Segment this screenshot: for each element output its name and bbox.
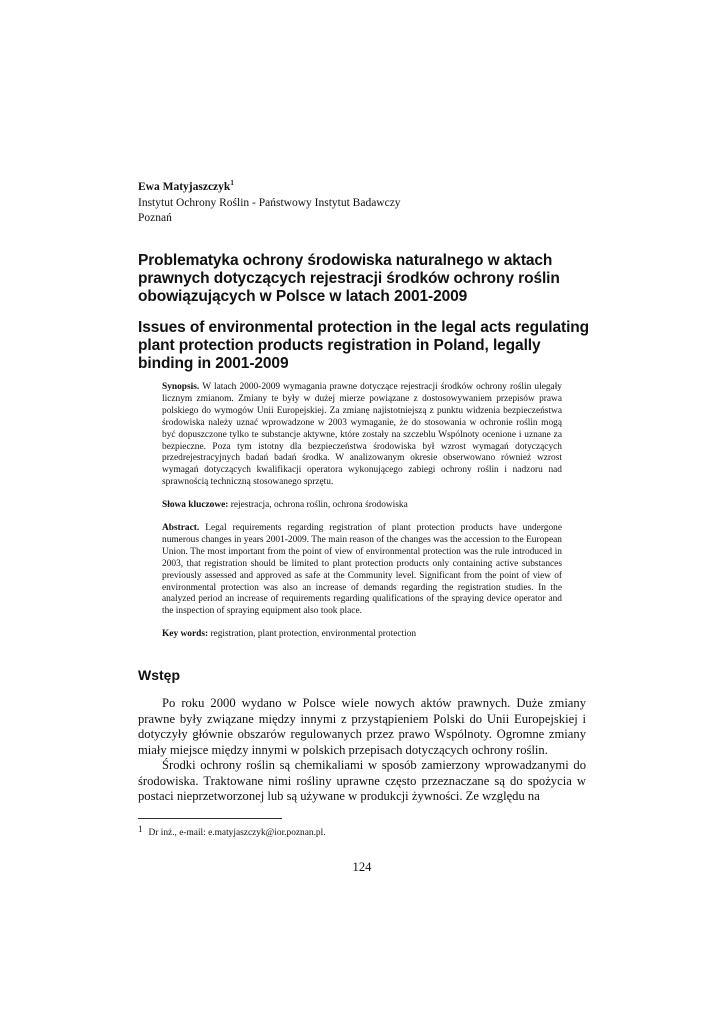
author-name: Ewa Matyjaszczyk: [138, 181, 231, 193]
title-english: Issues of environmental protection in the legal acts regulating plant protection products registration in Poland, legally binding in 2001-2009: [138, 319, 590, 372]
page-number: 124: [352, 860, 372, 874]
author-city: Poznań: [138, 212, 172, 224]
body-paragraph: Środki ochrony roślin są chemikaliami w sposób zamierzony wprowadzanymi do środowiska. Traktowane nimi rośliny uprawne często przeznaczane są do spożycia w postaci nieprzetworzonej lub są używane w produkcji żywności. Ze względu na: [138, 758, 586, 803]
keywords-english-text: registration, plant protection, environmental protection: [210, 629, 417, 639]
keywords-polish-text: rejestracja, ochrona roślin, ochrona środowiska: [230, 500, 408, 510]
keywords-polish-label: Słowa kluczowe:: [162, 500, 229, 510]
title-polish: Problematyka ochrony środowiska naturalnego w aktach prawnych dotyczących rejestracji środków ochrony roślin obowiązujących w Polsce w latach 2001-2009: [138, 252, 560, 305]
keywords-english: [162, 629, 562, 641]
footnote-divider: [138, 818, 282, 819]
keywords-english-label: Key words:: [162, 629, 209, 639]
author-affiliation: Instytut Ochrony Roślin - Państwowy Instytut Badawczy: [138, 196, 401, 209]
body-paragraph: Po roku 2000 wydano w Polsce wiele nowych aktów prawnych. Duże zmiany prawne były związane między innymi z przystąpieniem Polski do Unii Europejskiej i dotyczyły głównie obszarów regulowanych przez prawo Wspólnoty. Ogromne zmiany miały miejsce między innymi w polskich przepisach dotyczących ochrony roślin.: [138, 696, 586, 757]
abstract-text: Legal requirements regarding registration of plant protection products have undergone numerous changes in years 2001-2009. The main reason of the changes was the accession to the European Union. The most important from the point of view of environmental protection was the rule introduced in 2003, that registration should be limited to plant protection products only containing active substances previously assessed and approved as safe at the Community level. Significant from the point of view of environmental protection was also an increase of demands regarding the registration studies. In the analyzed period an increase of requirements regarding qualifications of the spraying device operator and the inspection of spraying equipment also took place.: [162, 523, 563, 617]
abstract: [162, 523, 562, 618]
author-block: [138, 180, 598, 227]
section-heading: Wstęp: [138, 667, 180, 683]
abstract-label: Abstract.: [162, 523, 200, 533]
author-footnote-ref[interactable]: 1: [230, 179, 234, 187]
body-text: [138, 696, 586, 805]
footnote-mark: 1: [138, 824, 143, 834]
synopsis-label: Synopsis.: [162, 382, 200, 392]
synopsis: [162, 382, 562, 489]
footnote-text: Dr inż., e-mail: e.matyjaszczyk@ior.poznan.pl.: [148, 828, 326, 838]
keywords-polish: [162, 500, 562, 512]
synopsis-text: W latach 2000-2009 wymagania prawne dotyczące rejestracji środków ochrony roślin ulegały licznym zmianom. Zmiany te były w dużej mierze powiązane z dostosowywaniem przepisów prawa polskiego do wymogów Unii Europejskiej. Za zmianę najistotniejszą z punktu widzenia bezpieczeństwa środowiska należy uznać wprowadzone w 2003 wymaganie, że do stosowania w ochronie roślin mogą być dopuszczone tylko te substancje aktywne, które zostały na szczeblu Wspólnoty ocenione i uznane za bezpieczne. Poza tym istotny dla bezpieczeństwa środowiska był wzrost wymagań dotyczących przedrejestracyjnych badań badań środka. W analizowanym okresie obserwowano również wzrost wymagań dotyczących kwalifikacji operatora wykonującego zabiegi ochrony roślin i nadzoru nad sprawnością techniczną stosowanego sprzętu.: [162, 382, 562, 488]
footnote: [138, 823, 578, 839]
author-name-line: [138, 180, 598, 196]
